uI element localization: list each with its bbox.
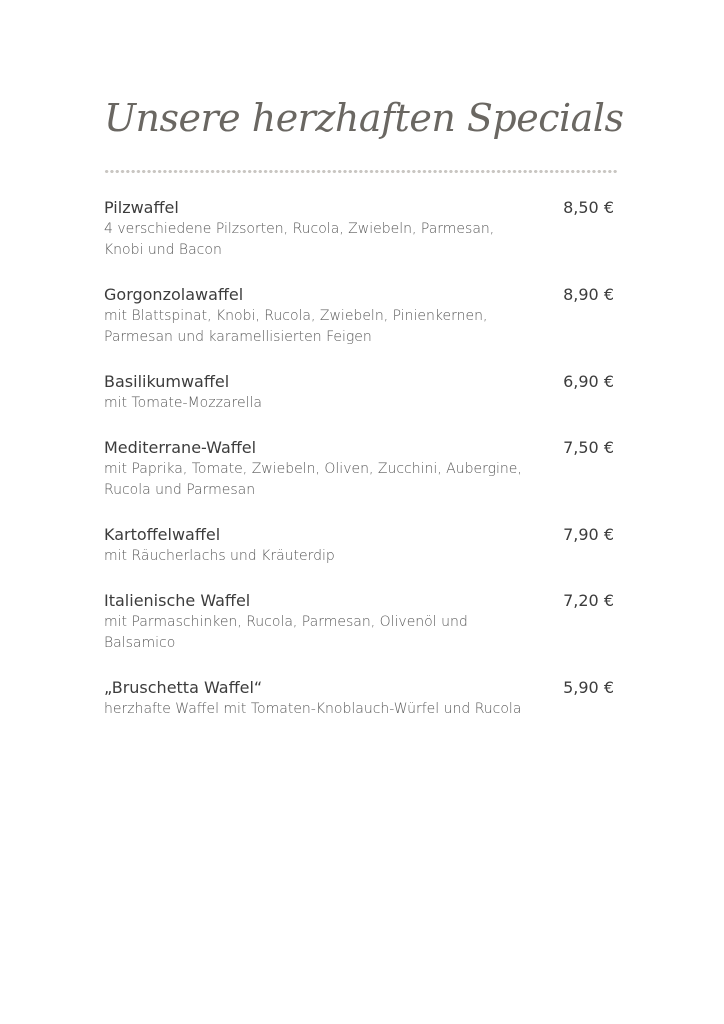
dotted-divider: [104, 169, 618, 174]
item-name: Italienische Waffel: [104, 591, 251, 610]
item-description: mit Paprika, Tomate, Zwiebeln, Oliven, Zucchini, Aubergine, Rucola und Parmesan: [104, 461, 522, 498]
item-name: „Bruschetta Waffel“: [104, 678, 263, 697]
item-name: Kartoffelwaffel: [104, 525, 221, 544]
page-title: Unsere herzhaften Specials: [104, 96, 624, 140]
menu-item: [104, 371, 614, 414]
item-price: 5,90 €: [563, 678, 614, 697]
item-description: mit Tomate-Mozzarella: [104, 395, 262, 411]
item-description: herzhafte Waffel mit Tomaten-Knoblauch-Würfel und Rucola: [104, 701, 522, 717]
menu-item: [104, 437, 614, 501]
menu-item: [104, 677, 614, 720]
menu-item: [104, 590, 614, 654]
item-price: 6,90 €: [563, 372, 614, 391]
menu-list: [104, 197, 614, 743]
item-price: 7,90 €: [563, 525, 614, 544]
item-price: 8,50 €: [563, 198, 614, 217]
item-name: Basilikumwaffel: [104, 372, 230, 391]
item-name: Mediterrane-Waffel: [104, 438, 257, 457]
menu-item: [104, 284, 614, 348]
item-description: mit Parmaschinken, Rucola, Parmesan, Olivenöl und Balsamico: [104, 614, 468, 651]
menu-item: [104, 524, 614, 567]
item-description: mit Räucherlachs und Kräuterdip: [104, 548, 335, 564]
item-price: 8,90 €: [563, 285, 614, 304]
item-name: Gorgonzolawaffel: [104, 285, 244, 304]
menu-item: [104, 197, 614, 261]
item-price: 7,20 €: [563, 591, 614, 610]
item-description: mit Blattspinat, Knobi, Rucola, Zwiebeln, Pinienkernen, Parmesan und karamellisierten Feigen: [104, 308, 488, 345]
item-name: Pilzwaffel: [104, 198, 179, 217]
item-description: 4 verschiedene Pilzsorten, Rucola, Zwiebeln, Parmesan, Knobi und Bacon: [104, 221, 495, 258]
item-price: 7,50 €: [563, 438, 614, 457]
